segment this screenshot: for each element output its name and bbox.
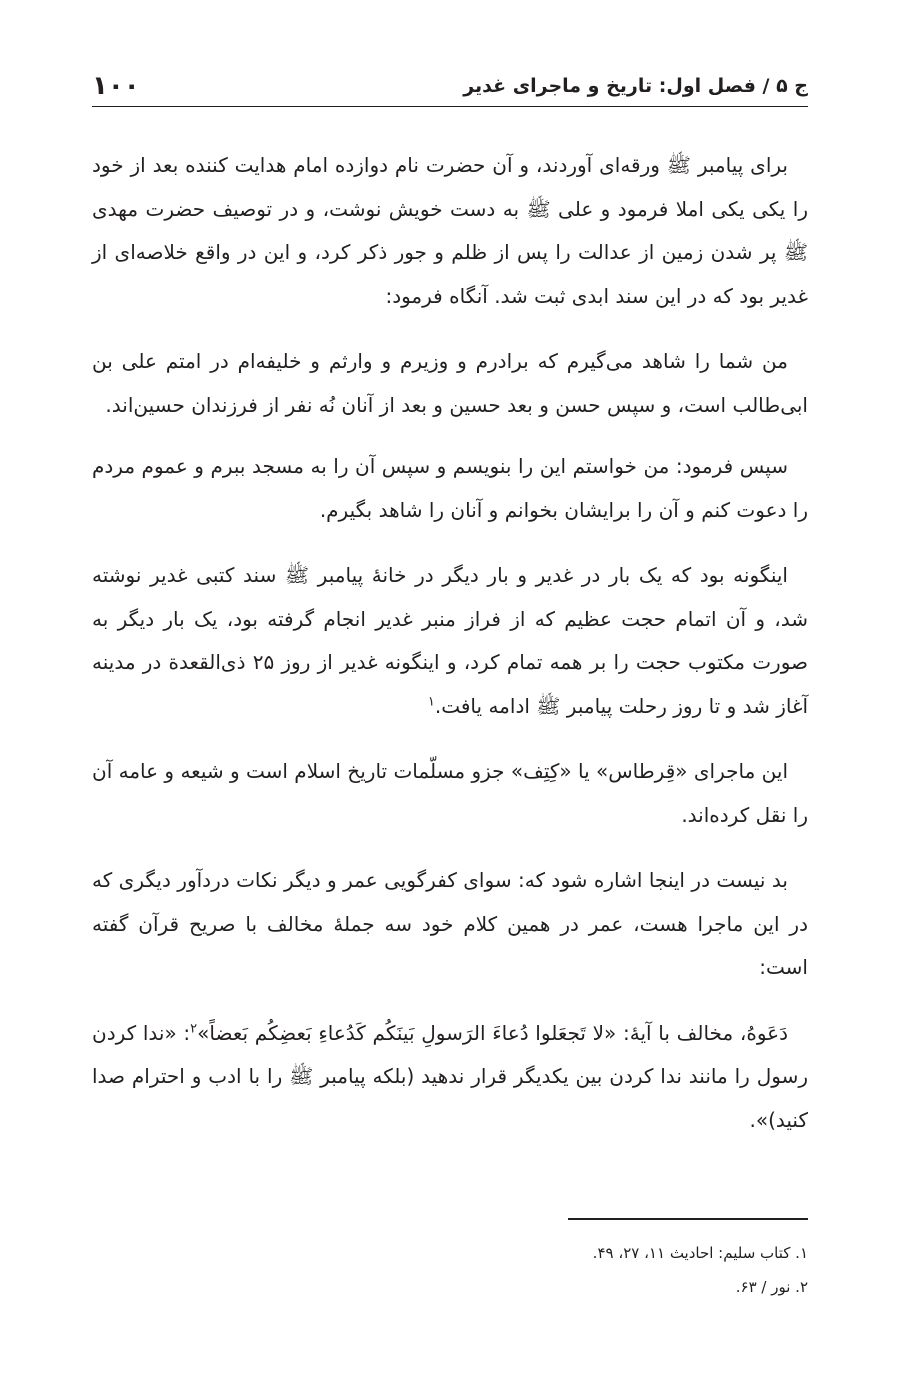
footnote-2: ۲. نور / ۶۳. (735, 1278, 808, 1296)
page-number: ۱۰۰ (92, 71, 140, 101)
page-header (92, 66, 808, 107)
paragraph-4 (92, 554, 808, 728)
paragraph-7-text-before: دَعَوهُ، مخالف با آیهٔ: «لا تَجعَلوا دُعاءَ الرَسولِ بَینَکُم کَدُعاءِ بَعضِکُم بَعضاً» (197, 1020, 788, 1045)
footnote-divider (568, 1218, 808, 1220)
running-title: ج ۵ / فصل اول: تاریخ و ماجرای غدیر (463, 75, 808, 97)
book-page (92, 0, 808, 1390)
paragraph-6: بد نیست در اینجا اشاره شود که: سوای کفرگویی عمر و دیگر نکات دردآور دیگری که در این ماجرا هست، عمر در همین کلام خود سه جملهٔ مخالف با صریح قرآن گفته است: (92, 868, 808, 979)
paragraph-3: سپس فرمود: من خواستم این را بنویسم و سپس آن را به مسجد ببرم و عموم مردم را دعوت کنم و آن را برایشان بخوانم و آنان را شاهد بگیرم. (92, 454, 808, 522)
paragraph-7-text-after: : «ندا کردن رسول را مانند ندا کردن بین یکدیگر قرار ندهید (بلکه پیامبر ﷺ را با ادب و احترام صدا کنید)». (92, 1020, 808, 1132)
paragraph-1: برای پیامبر ﷺ ورقه‌ای آوردند، و آن حضرت نام دوازده امام هدایت کننده بعد از خود را یکی یکی املا فرمود و علی ﷺ به دست خویش نوشت، و در توصیف حضرت مهدی ﷺ پر شدن زمین از عدالت را پس از ظلم و جور ذکر کرد، و این در واقع خلاصه‌ای از غدیر بود که در این سند ابدی ثبت شد. آنگاه فرمود: (92, 153, 808, 308)
footnote-ref-2: ۲ (190, 1020, 198, 1036)
page-body (92, 144, 808, 1164)
footnote-ref-1: ۱ (427, 693, 435, 709)
paragraph-5: این ماجرای «قِرطاس» یا «کِتِف» جزو مسلّمات تاریخ اسلام است و شیعه و عامه آن را نقل کرده‌اند. (92, 759, 808, 827)
paragraph-4-text: اینگونه بود که یک بار در غدیر و بار دیگر در خانهٔ پیامبر ﷺ سند کتبی غدیر نوشته شد، و آن اتمام حجت عظیم که از فراز منبر غدیر انجام گرفته بود، یک بار دیگر به صورت مکتوب حجت را بر همه تمام کرد، و اینگونه غدیر از روز ۲۵ ذی‌القعدة در مدینه آغاز شد و تا روز رحلت پیامبر ﷺ ادامه یافت. (92, 563, 809, 718)
footnote-1: ۱. کتاب سلیم: احادیث ۱۱، ۲۷، ۴۹. (592, 1244, 808, 1262)
paragraph-7 (92, 1012, 808, 1143)
footnotes (92, 1236, 808, 1304)
paragraph-2: من شما را شاهد می‌گیرم که برادرم و وزیرم و وارثم و خلیفه‌ام در امتم علی بن ابی‌طالب است، و سپس حسن و بعد حسین و بعد از آنان نُه نفر از فرزندان حسین‌اند. (92, 349, 808, 417)
